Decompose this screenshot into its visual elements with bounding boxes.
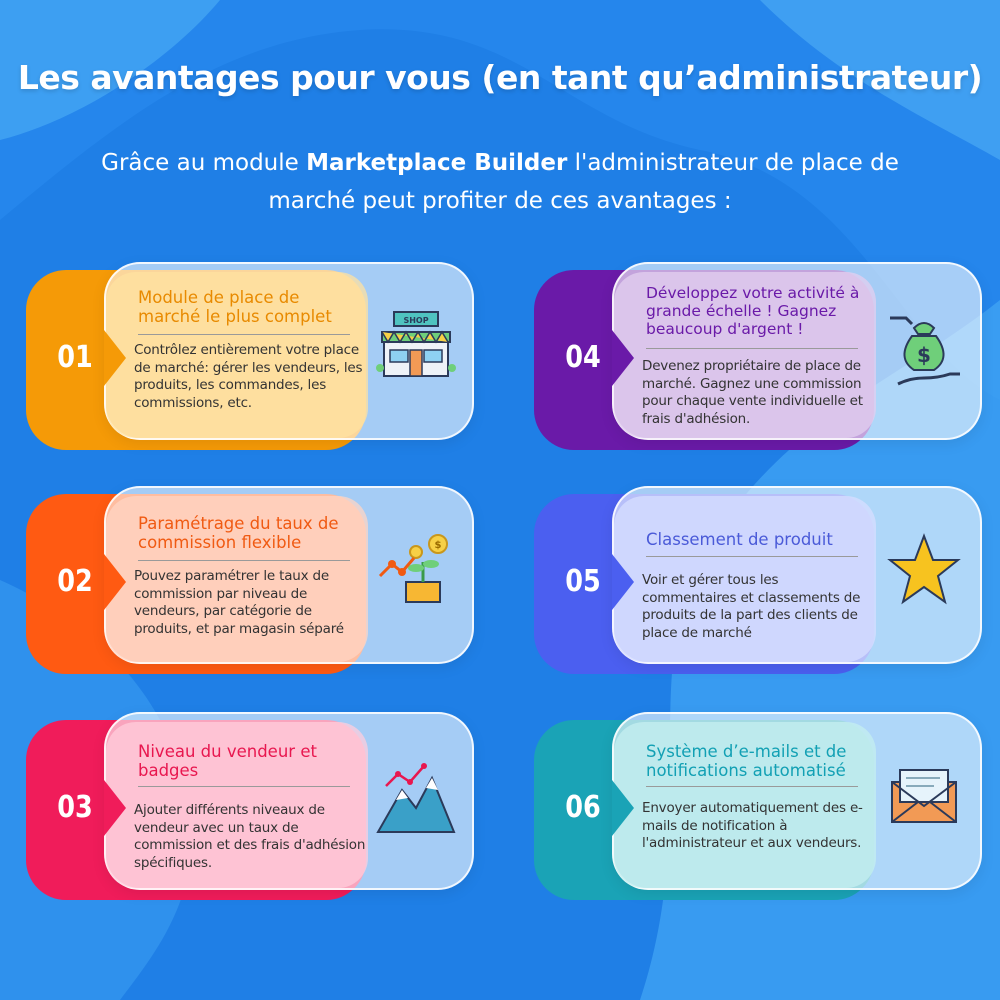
card-notch [612,780,634,836]
benefit-card-03 [26,720,476,900]
svg-text:$: $ [917,343,931,367]
card-notch [612,554,634,610]
email-icon [884,756,964,836]
card-heading: Classement de produit [646,530,833,549]
subtitle-product-name: Marketplace Builder [306,150,568,176]
card-number: 04 [565,340,601,375]
benefit-card-01 [26,270,476,450]
card-heading: Développez votre activité à grande échelle ! Gagnez beaucoup d'argent ! [646,284,860,338]
card-description: Ajouter différents niveaux de vendeur avec un taux de commission et des frais d'adhésion spécifiques. [134,802,366,871]
card-heading: Niveau du vendeur et badges [138,742,317,780]
page-title: Les avantages pour vous (en tant qu’administrateur) [17,58,983,97]
page-subtitle [80,144,920,220]
subtitle-suffix: l'administrateur de place de marché peut profiter de ces avantages : [268,150,899,214]
card-number: 02 [57,564,93,599]
benefit-card-02 [26,494,476,674]
card-description: Pouvez paramétrer le taux de commission par niveau de vendeurs, par catégorie de produits, et par magasin séparé [134,568,344,637]
card-number: 03 [57,790,93,825]
card-divider [138,560,350,561]
mountain-levels-icon [376,756,456,836]
svg-text:$: $ [434,540,442,551]
card-heading: Système d’e-mails et de notifications automatisé [646,742,847,780]
card-heading: Paramétrage du taux de commission flexible [138,514,339,552]
card-notch [104,554,126,610]
shop-icon [376,306,456,386]
card-notch [104,780,126,836]
money-growth-icon [376,530,456,610]
card-description: Envoyer automatiquement des e-mails de notification à l'administrateur et aux vendeurs. [642,800,863,851]
subtitle-prefix: Grâce au module [101,150,307,176]
card-number: 01 [57,340,93,375]
card-heading: Module de place de marché le plus complet [138,288,332,326]
card-description: Voir et gérer tous les commentaires et classements de produits de la part des clients de place de marché [642,572,861,641]
card-notch [612,330,634,386]
card-number: 06 [565,790,601,825]
benefit-card-06 [534,720,984,900]
card-divider [646,786,858,787]
benefit-card-05 [534,494,984,674]
star-icon [884,530,964,610]
card-number: 05 [565,564,601,599]
card-notch [104,330,126,386]
svg-text:SHOP: SHOP [403,316,429,325]
card-divider [646,556,858,557]
benefit-card-04 [534,270,984,450]
card-divider [646,348,858,349]
money-bag-icon [884,306,964,386]
card-description: Contrôlez entièrement votre place de marché: gérer les vendeurs, les produits, les commandes, les commissions, etc. [134,342,363,411]
card-divider [138,334,350,335]
card-description: Devenez propriétaire de place de marché. Gagnez une commission pour chaque vente individuelle et frais d'adhésion. [642,358,863,427]
card-divider [138,786,350,787]
